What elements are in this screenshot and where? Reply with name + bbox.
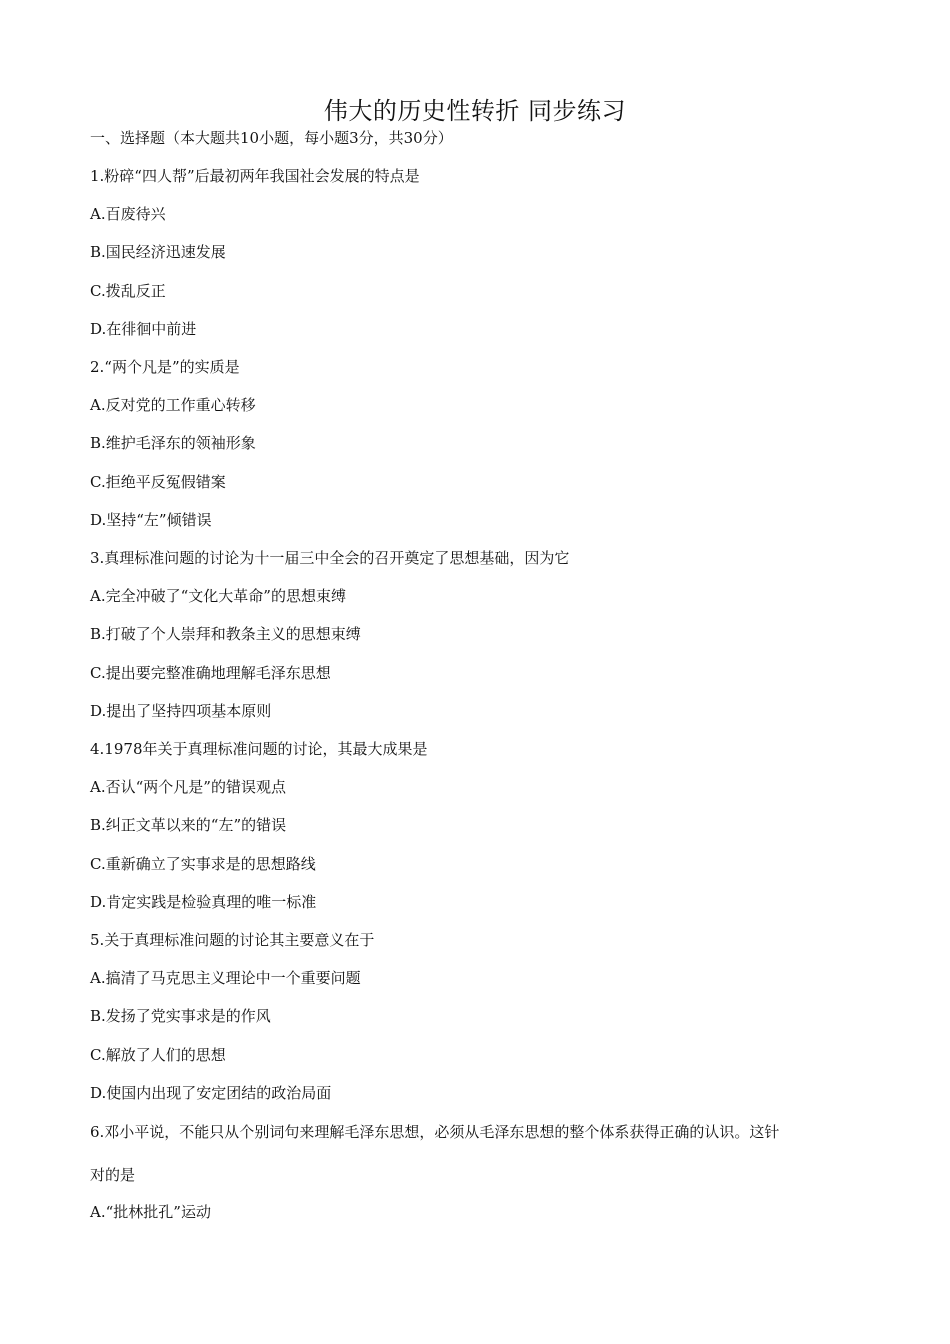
question-3: 3.真理标准问题的讨论为十一届三中全会的召开奠定了思想基础，因为它	[90, 549, 570, 567]
option-3a: A.完全冲破了“文化大革命”的思想束缚	[90, 587, 346, 605]
option-4b: B.纠正文革以来的“左”的错误	[90, 816, 287, 834]
question-6: 6.邓小平说，不能只从个别词句来理解毛泽东思想，必须从毛泽东思想的整个体系获得正确的认识。这针	[90, 1123, 780, 1141]
option-5d: D.使国内出现了安定团结的政治局面	[90, 1084, 332, 1102]
option-3b: B.打破了个人崇拜和教条主义的思想束缚	[90, 625, 361, 643]
option-2d: D.坚持“左”倾错误	[90, 511, 212, 529]
option-4d: D.肯定实践是检验真理的唯一标准	[90, 893, 317, 911]
option-1c: C.拨乱反正	[90, 282, 166, 300]
section-heading: 一、选择题（本大题共10小题，每小题3分，共30分）	[90, 129, 453, 147]
option-3c: C.提出要完整准确地理解毛泽东思想	[90, 664, 331, 682]
option-2b: B.维护毛泽东的领袖形象	[90, 434, 256, 452]
question-4: 4.1978年关于真理标准问题的讨论，其最大成果是	[90, 740, 428, 758]
option-5a: A.搞清了马克思主义理论中一个重要问题	[90, 969, 361, 987]
option-5c: C.解放了人们的思想	[90, 1046, 226, 1064]
question-5: 5.关于真理标准问题的讨论其主要意义在于	[90, 931, 375, 949]
question-2: 2.“两个凡是”的实质是	[90, 358, 240, 376]
option-3d: D.提出了坚持四项基本原则	[90, 702, 272, 720]
option-6a: A.“批林批孔”运动	[90, 1203, 211, 1221]
option-2c: C.拒绝平反冤假错案	[90, 473, 226, 491]
option-2a: A.反对党的工作重心转移	[90, 396, 256, 414]
question-1: 1.粉碎“四人帮”后最初两年我国社会发展的特点是	[90, 167, 420, 185]
option-1b: B.国民经济迅速发展	[90, 243, 226, 261]
option-4c: C.重新确立了实事求是的思想路线	[90, 855, 316, 873]
option-1a: A.百废待兴	[90, 205, 166, 223]
option-1d: D.在徘徊中前进	[90, 320, 197, 338]
page-title: 伟大的历史性转折 同步练习	[323, 97, 627, 125]
question-6-continued: 对的是	[90, 1166, 136, 1184]
option-5b: B.发扬了党实事求是的作风	[90, 1007, 271, 1025]
option-4a: A.否认“两个凡是”的错误观点	[90, 778, 286, 796]
